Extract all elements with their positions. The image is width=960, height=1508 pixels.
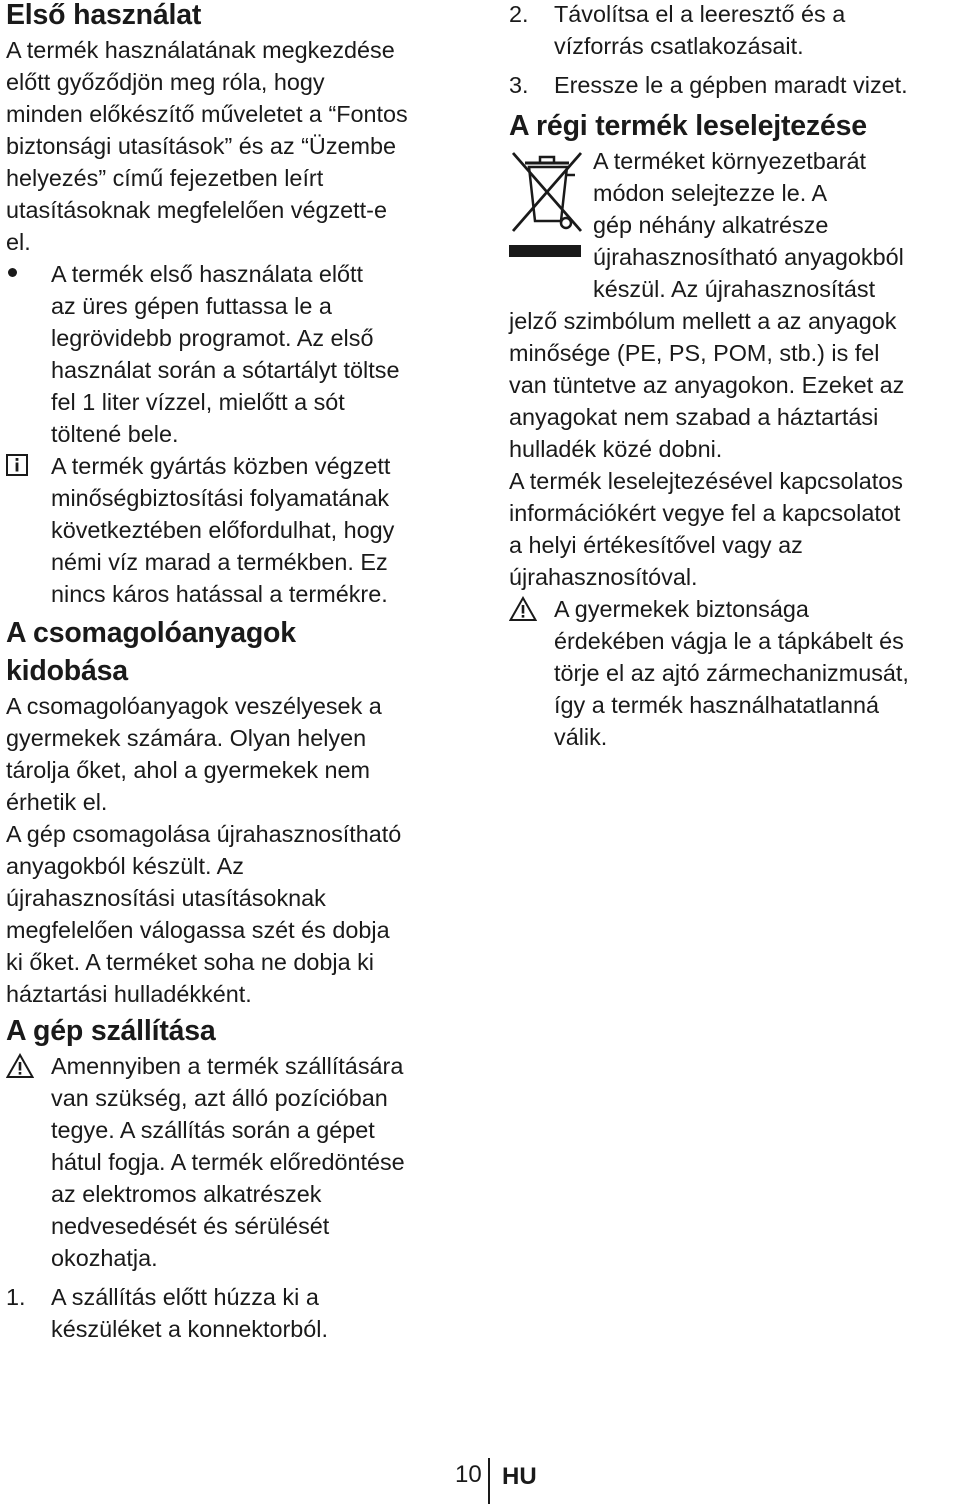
- left-column: [6, 0, 464, 1345]
- text-line: nedvesedését és sérülését: [51, 1213, 330, 1239]
- info-note: [6, 450, 464, 610]
- text-line: anyagokat nem szabad a háztartási: [509, 404, 879, 430]
- section-title-disposal: A régi termék leselejtezése: [509, 110, 867, 142]
- section-title-transport: A gép szállítása: [6, 1015, 216, 1047]
- disposal-paragraph-2: [509, 465, 959, 593]
- text-line: újrahasznosítható anyagokból: [593, 244, 904, 270]
- transport-step-2: [509, 0, 959, 62]
- heading-line: A csomagolóanyagok: [6, 617, 296, 649]
- packaging-paragraph-1: [6, 690, 464, 818]
- text-line: helyezés” című fejezetben leírt: [6, 165, 324, 191]
- step-number: 3.: [509, 72, 529, 98]
- text-line: A csomagolóanyagok veszélyesek a: [6, 693, 382, 719]
- text-line: A terméket környezetbarát: [593, 148, 867, 174]
- transport-step-3: [509, 69, 959, 101]
- text-line: jelző szimbólum mellett a az anyagok: [509, 308, 897, 334]
- text-line: hulladék közé dobni.: [509, 436, 723, 462]
- text-line: A termék leselejtezésével kapcsolatos: [509, 468, 903, 494]
- text-line: hátul fogja. A termék előredöntése: [51, 1149, 405, 1175]
- text-line: törje el az ajtó zármechanizmusát,: [554, 660, 909, 686]
- text-line: van tüntetve az anyagokon. Ezeket az: [509, 372, 905, 398]
- text-line: érdekében vágja le a tápkábelt és: [554, 628, 904, 654]
- page-number: 10: [455, 1461, 482, 1488]
- text-line: A gyermekek biztonsága: [554, 596, 809, 622]
- right-column: [509, 0, 959, 753]
- text-line: legrövidebb programot. Az első: [51, 325, 374, 351]
- text-line: válik.: [554, 724, 608, 750]
- text-line: ki őket. A terméket soha ne dobja ki: [6, 949, 374, 975]
- crossed-out-wheelie-bin-icon: [509, 149, 585, 267]
- text-line: A termék használatának megkezdése: [6, 37, 395, 63]
- bullet-item-first-run: [6, 258, 464, 450]
- text-line: el.: [6, 229, 31, 255]
- text-line: háztartási hulladékként.: [6, 981, 252, 1007]
- text-line: vízforrás csatlakozásait.: [554, 33, 804, 59]
- step-number: 2.: [509, 1, 529, 27]
- text-line: újrahasznosítási utasításoknak: [6, 885, 326, 911]
- text-line: Amennyiben a termék szállítására: [51, 1053, 404, 1079]
- text-line: tárolja őket, ahol a gyermekek nem: [6, 757, 371, 783]
- warning-triangle-icon: [6, 1050, 46, 1082]
- weee-block: [509, 145, 959, 305]
- text-line: minden előkészítő műveletet a “Fontos: [6, 101, 408, 127]
- text-line: az elektromos alkatrészek: [51, 1181, 322, 1207]
- text-line: fel 1 liter vízzel, mielőtt a sót: [51, 389, 345, 415]
- text-line: A termék első használata előtt: [51, 261, 364, 287]
- text-line: érhetik el.: [6, 789, 108, 815]
- info-icon: [6, 450, 46, 482]
- text-line: gyermekek számára. Olyan helyen: [6, 725, 367, 751]
- text-line: biztonsági utasítások” és az “Üzembe: [6, 133, 397, 159]
- language-code: HU: [502, 1463, 537, 1490]
- text-line: módon selejtezze le. A: [593, 180, 828, 206]
- text-line: nincs káros hatással a termékre.: [51, 581, 388, 607]
- text-line: a helyi értékesítővel vagy az: [509, 532, 803, 558]
- text-line: készüléket a konnektorból.: [51, 1316, 328, 1342]
- warning-triangle-icon: [509, 593, 549, 625]
- text-line: készül. Az újrahasznosítást: [593, 276, 876, 302]
- text-line: okozhatja.: [51, 1245, 158, 1271]
- text-line: következtében előfordulhat, hogy: [51, 517, 395, 543]
- text-line: minőségbiztosítási folyamatának: [51, 485, 390, 511]
- disposal-paragraph-1: [509, 305, 959, 465]
- transport-warning: [6, 1050, 464, 1274]
- transport-step-1: [6, 1281, 464, 1345]
- text-line: anyagokból készült. Az: [6, 853, 244, 879]
- text-line: így a termék használhatatlanná: [554, 692, 880, 718]
- first-use-intro: [6, 34, 464, 258]
- text-line: tegye. A szállítás során a gépet: [51, 1117, 375, 1143]
- bullet-dot-icon: [6, 258, 46, 290]
- disposal-warning: [509, 593, 959, 753]
- footer-divider: [488, 1458, 490, 1504]
- section-title-first-use: Első használat: [6, 0, 202, 31]
- packaging-paragraph-2: [6, 818, 464, 1010]
- text-line: töltené bele.: [51, 421, 179, 447]
- text-line: megfelelően válogassa szét és dobja: [6, 917, 390, 943]
- text-line: gép néhány alkatrésze: [593, 212, 829, 238]
- text-line: információkért vegye fel a kapcsolatot: [509, 500, 901, 526]
- text-line: van szükség, azt álló pozícióban: [51, 1085, 388, 1111]
- text-line: használat során a sótartályt töltse: [51, 357, 400, 383]
- text-line: újrahasznosítóval.: [509, 564, 698, 590]
- text-line: utasításoknak megfelelően végzett-e: [6, 197, 387, 223]
- text-line: előtt győződjön meg róla, hogy: [6, 69, 325, 95]
- text-line: Távolítsa el a leeresztő és a: [554, 1, 846, 27]
- text-line: Eressze le a gépben maradt vizet.: [554, 72, 908, 98]
- text-line: némi víz marad a termékben. Ez: [51, 549, 388, 575]
- text-line: A gép csomagolása újrahasznosítható: [6, 821, 402, 847]
- text-line: minősége (PE, PS, POM, stb.) is fel: [509, 340, 880, 366]
- text-line: A szállítás előtt húzza ki a: [51, 1284, 319, 1310]
- section-title-packaging: [6, 614, 464, 690]
- page-footer: [0, 1458, 960, 1498]
- step-number: 1.: [6, 1284, 26, 1310]
- text-line: A termék gyártás közben végzett: [51, 453, 391, 479]
- heading-line: kidobása: [6, 655, 128, 687]
- text-line: az üres gépen futtassa le a: [51, 293, 332, 319]
